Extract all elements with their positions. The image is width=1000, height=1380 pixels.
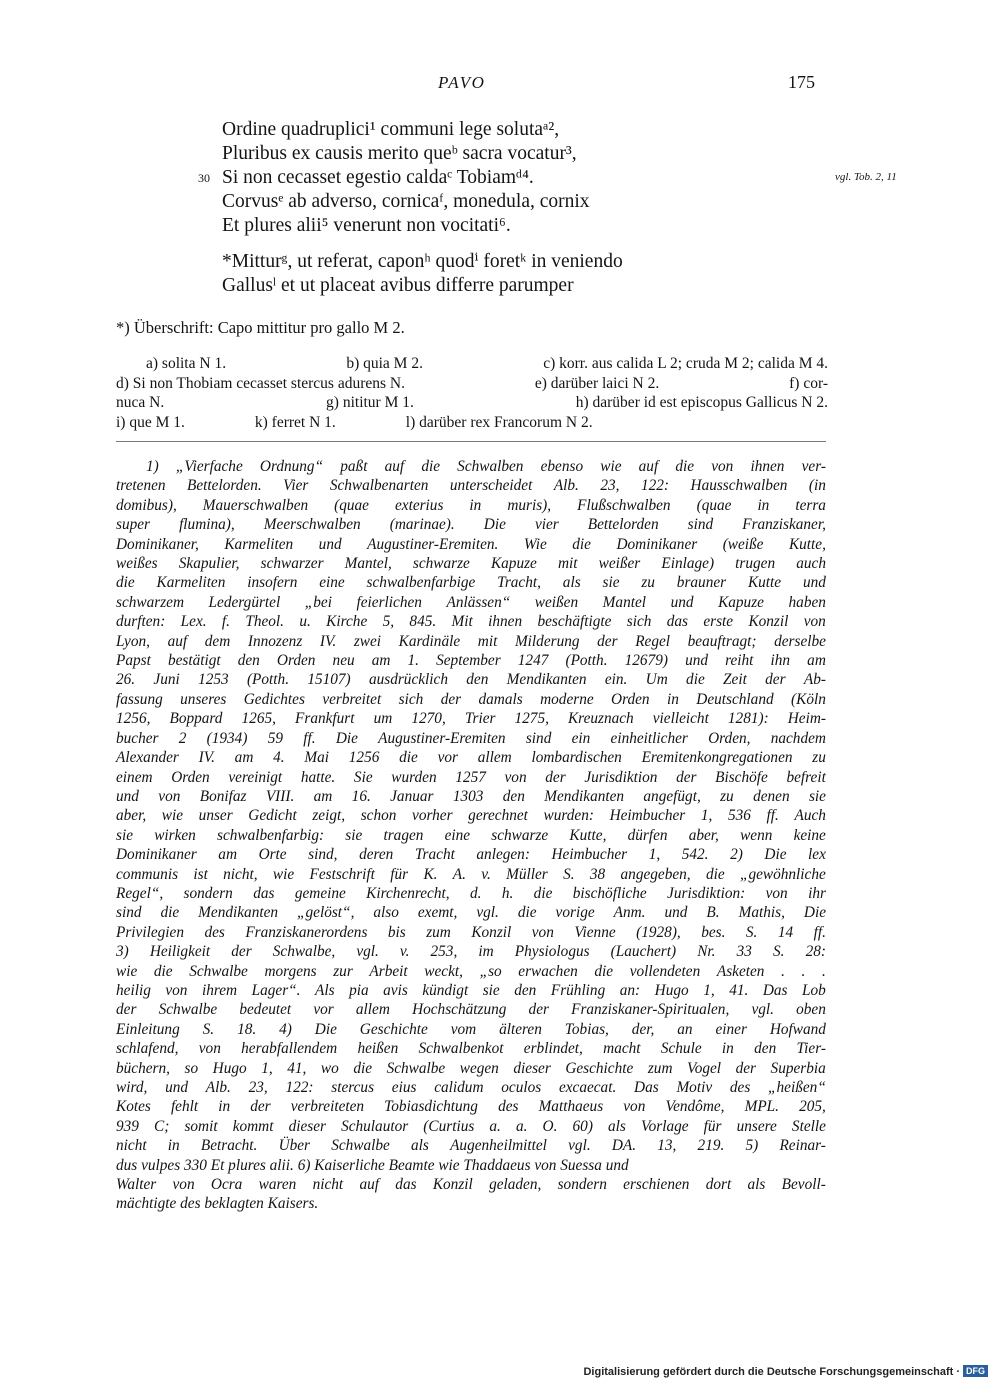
margin-note: vgl. Tob. 2, 11 [835,171,897,183]
running-head: PAVO [438,73,486,92]
apparatus-entry: g) nititur M 1. [326,394,414,411]
footnote-line: super flumina), Meerschwalben (marinae). Die vier Bettelorden sind Franziskaner, [116,516,826,534]
footnotes [116,457,826,1214]
footnote-line: bucher 2 (1934) 59 ff. Die Augustiner-Eremiten sind ein einheitlicher Orden, nachdem [116,729,826,747]
footnote-line: sie wirken schwalbenfarbig: sie tragen eine schwarze Kutte, dürfen aber, wenn keine [116,826,826,844]
poem-line: Pluribus ex causis merito queᵇ sacra vocatur³, [222,143,577,164]
footnote-line: 1) „Vierfache Ordnung“ paßt auf die Schwalben ebenso wie auf die von ihnen ver- [146,458,826,475]
footnote-line: Privilegien des Franziskanerordens bis zum Konzil von Vienne (1928), bes. S. 14 ff. [116,923,826,941]
footnote-line: 1256, Boppard 1265, Frankfurt um 1270, Trier 1275, Kreuznach vielleicht 1281): Heim- [116,710,826,728]
apparatus-entry: c) korr. aus calida L 2; cruda M 2; calida M 4. [543,355,828,372]
footnote-line: Regel“, sondern das gemeine Kirchenrecht, d. h. die bischöfliche Jurisdiktion: von ihr [116,884,826,902]
footnote-line: 3) Heiligkeit der Schwalbe, vgl. v. 253, im Physiologus (Lauchert) Nr. 33 S. 28: [116,943,826,961]
critical-apparatus [116,354,828,432]
footnote-line: der Schwalbe bedeutet vor allem Hochschätzung der Franziskaner-Spiritualen, vgl. oben [116,1001,826,1019]
footnote-line: aber, wie unser Gedicht zeigt, schon vorher gerechnet wurden: Heimbucher 1, 536 ff. Auch [116,807,826,825]
footnote-line: 26. Juni 1253 (Potth. 15107) ausdrücklich den Mendikanten ein. Um die Zeit der Ab- [116,671,826,689]
apparatus-line [116,393,828,413]
page-number: 175 [788,72,815,92]
poem-line: *Mitturᵍ, ut referat, caponʰ quodⁱ foretᵏ in veniendo [222,251,623,272]
apparatus-entry: f) cor- [789,374,828,392]
apparatus-entry: k) ferret N 1. [254,413,336,431]
footnote-line: tretenen Bettelorden. Vier Schwalbenarten unterscheidet Alb. 23, 122: Hausschwalben (in [116,477,826,495]
poem-line: Et plures alii⁵ venerunt non vocitati⁶. [222,215,511,236]
footnote-line: wird, und Alb. 23, 122: stercus eius calidum oculos excaecat. Das Motiv des „heißen“ [116,1079,826,1096]
footnote-line: communis ist nicht, wie Festschrift für K. A. v. Müller S. 38 angegeben, die „gewöhnliche [116,865,826,883]
poem-line: Corvusᵉ ab adverso, cornicaᶠ, monedula, cornix [222,191,590,212]
footnote-line: Alexander IV. am 4. Mai 1256 die vor allem lombardischen Eremitenkongregationen zu [116,749,826,767]
footnote-line: schwarzem Ledergürtel „bei feierlichen Anlässen“ weißen Mantel und Kapuze haben [116,593,826,611]
apparatus-entry: d) Si non Thobiam cecasset stercus adurens N. [116,374,405,392]
footnote-line: Walter von Ocra waren nicht auf das Konzil geladen, sondern erschienen dort als Bevoll- [116,1176,826,1194]
poem-line: Gallusˡ et ut placeat avibus differre parumper [222,275,574,296]
poem-line: Si non cecasset egestio caldaᶜ Tobiamᵈ⁴. [222,167,534,188]
footnote-line: fassung unseres Gedichtes verbreitet sich der damals moderne Orden in Deutschland (Köln [116,690,826,708]
footnote-line: Lyon, auf dem Innozenz IV. zwei Kardinäle mit Milderung der Regel beauftragt; derselbe [116,632,826,650]
footnote-line: und von Bonifaz VIII. am 16. Januar 1303 den Mendikanten angefügt, zu denen sie [116,787,826,805]
footnote-line: mächtigte des beklagten Kaisers. [116,1195,319,1213]
divider-rule [116,441,826,442]
footnote-line: Kotes fehlt in der verbreiteten Tobiasdichtung des Matthaeus von Vendôme, MPL. 205, [116,1098,826,1116]
apparatus-line [116,413,828,433]
funding-text: Digitalisierung gefördert durch die Deutsche Forschungsgemeinschaft · [583,1366,960,1378]
apparatus-entry: b) quia M 2. [346,355,423,372]
apparatus-entry: e) darüber laici N 2. [534,374,660,392]
apparatus-line [116,374,828,394]
apparatus-entry: h) darüber id est episcopus Gallicus N 2. [575,394,828,411]
footnote-line: weißes Skapulier, schwarzer Mantel, schwarze Kapuze mit weißer Einlage) trugen auch [116,555,826,573]
apparatus-line [116,354,828,374]
footnote-line: Dominikaner, Karmeliten und Augustiner-Eremiten. Wie die Dominikaner (weiße Kutte, [116,535,826,553]
footnote-line: dus vulpes 330 Et plures alii. 6) Kaiserliche Beamte wie Thaddaeus von Suessa und [116,1156,629,1174]
apparatus-entry: l) darüber rex Francorum N 2. [405,413,593,431]
apparatus-entry: i) que M 1. [116,413,185,431]
footnote-line: nicht in Betracht. Über Schwalbe als Augenheilmittel vgl. DA. 13, 219. 5) Reinar- [116,1137,826,1155]
dfg-logo: DFG [963,1365,988,1377]
poem-line: Ordine quadruplici¹ communi lege solutaᵃ², [222,119,560,140]
footnote-line: 939 C; somit kommt dieser Schulautor (Curtius a. a. O. 60) als Vorlage für unsere Stelle [116,1117,826,1135]
footnote-line: Einleitung S. 18. 4) Die Geschichte vom älteren Tobias, der, an einer Hofwand [116,1020,826,1038]
heading-note: *) Überschrift: Capo mittitur pro gallo M 2. [116,318,405,337]
footnote-line: wie die Schwalbe morgens zur Arbeit weckt, „so erwachen die vollendeten Asketen . . . [116,962,826,980]
footnote-line: sind die Mendikanten „gelöst“, also exemt, vgl. die vorige Anm. und B. Mathis, Die [116,904,826,922]
apparatus-entry: nuca N. [116,394,165,411]
footnote-line: heilig von ihrem Lager“. Als pia avis kündigt sie den Frühling an: Hugo 1, 41. Das Lob [116,981,826,999]
footnote-line: durften: Lex. f. Theol. u. Kirche 5, 845. Mit ihnen beschäftigte sich das erste Konzil von [116,613,826,631]
footnote-line: Dominikaner am Orte sind, deren Tracht anlegen: Heimbucher 1, 542. 2) Die lex [116,846,826,864]
footnote-line: die Karmeliten insofern eine schwalbenfarbige Tracht, als sie zu brauner Kutte und [116,574,826,592]
footnote-line: büchern, so Hugo 1, 41, wo die Schwalbe wegen dieser Geschichte zum Vogel der Superbia [116,1059,826,1077]
funding-note [583,1362,988,1380]
footnote-line: domibus), Mauerschwalben (quae exterius in muris), Flußschwalben (quae in terra [116,496,826,514]
apparatus-entry: a) solita N 1. [146,355,227,372]
footnote-line: Papst bestätigt den Orden neu am 1. September 1247 (Potth. 12679) und reiht ihn am [116,652,826,670]
footnote-line: schlafend, von herabfallendem heißen Schwalbenkot erblindet, macht Schule in den Tier- [116,1040,826,1058]
line-number: 30 [198,171,210,185]
footnote-line: einem Orden vereinigt hatte. Sie wurden 1257 von der Jurisdiktion der Bischöfe befreit [116,768,826,786]
